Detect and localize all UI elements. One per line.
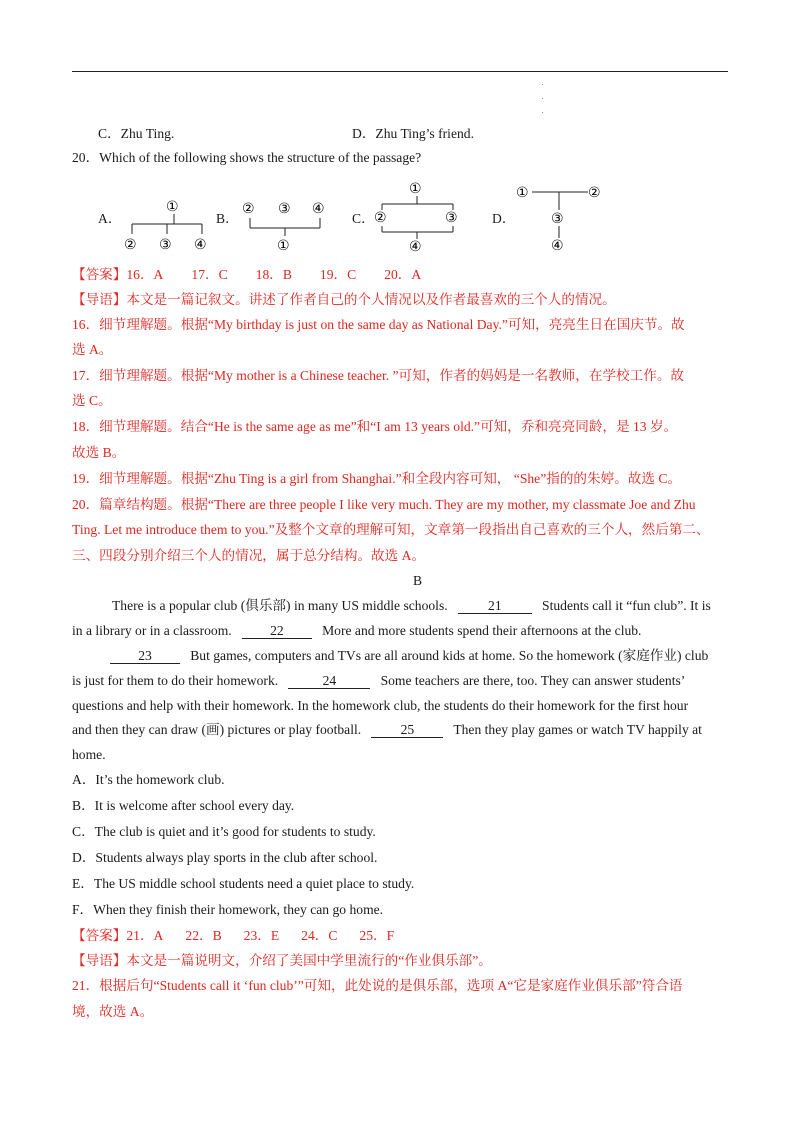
explain-16-line1: 16．细节理解题。根据“My birthday is just on the same day as National Day.”可知，亮亮生日在国庆节。故 <box>72 317 685 332</box>
structure-diagram-d <box>512 178 608 254</box>
svg-text:①: ① <box>166 199 179 215</box>
answers-21-25 <box>72 927 394 945</box>
option-b: B．It is welcome after school every day. <box>72 798 295 813</box>
answer-17: 17．C <box>191 267 228 282</box>
explain-19: 19．细节理解题。根据“Zhu Ting is a girl from Shanghai.”和全段内容可知， “She”指的的朱婷。故选 C。 <box>72 471 682 486</box>
answer-18: 18．B <box>255 267 292 282</box>
svg-text:①: ① <box>277 238 290 254</box>
passage-line-7: home. <box>72 747 106 762</box>
explain-17-line2: 选 C。 <box>72 393 112 408</box>
explain-20-line1: 20．篇章结构题。根据“There are three people I like very much. They are my mother, my classmate Joe and Zhu <box>72 497 696 512</box>
blank-22: 22 <box>242 623 312 639</box>
explain-21-line2: 境，故选 A。 <box>72 1004 154 1019</box>
svg-text:④: ④ <box>409 239 422 254</box>
q19-option-c: C．Zhu Ting. <box>98 126 175 141</box>
svg-text:④: ④ <box>551 238 564 254</box>
option-e: E．The US middle school students need a quiet place to study. <box>72 876 415 891</box>
answer-16: 16．A <box>126 267 164 282</box>
q20-question: 20．Which of the following shows the structure of the passage? <box>72 150 422 165</box>
svg-text:④: ④ <box>312 201 325 217</box>
passage-line-1: There is a popular club (俱乐部) in many US middle schools. 21 Students call it “fun club”. It is <box>112 598 711 613</box>
structure-diagram-b <box>238 196 334 254</box>
q19-option-d: D．Zhu Ting’s friend. <box>352 126 474 141</box>
svg-text:②: ② <box>124 237 137 253</box>
q20-label-c: C． <box>352 211 375 226</box>
guide-1: 【导语】本文是一篇记叙文。讲述了作者自己的个人情况以及作者最喜欢的三个人的情况。 <box>72 292 616 307</box>
blank-23: 23 <box>110 648 180 664</box>
svg-text:②: ② <box>374 210 387 226</box>
passage-line-3: 23 But games, computers and TVs are all around kids at home. So the homework (家庭作业) club <box>110 647 708 665</box>
answer-23: 23．E <box>243 928 280 943</box>
blank-25: 25 <box>371 722 443 738</box>
explain-18-line2: 故选 B。 <box>72 445 126 460</box>
svg-text:②: ② <box>242 201 255 217</box>
svg-text:①: ① <box>516 185 529 201</box>
answer-24: 24．C <box>301 928 338 943</box>
svg-text:③: ③ <box>551 211 564 227</box>
answer-21: 21．A <box>126 928 164 943</box>
option-f: F．When they finish their homework, they can go home. <box>72 902 384 917</box>
option-a: A．It’s the homework club. <box>72 772 225 787</box>
answer-22: 22．B <box>185 928 222 943</box>
answer-label: 【答案】 <box>72 267 127 282</box>
answer-19: 19．C <box>319 267 357 282</box>
answers-16-20 <box>72 266 421 284</box>
blank-24: 24 <box>288 673 370 689</box>
answer-label: 【答案】 <box>72 928 127 943</box>
svg-text:③: ③ <box>159 237 172 253</box>
q20-label-d: D． <box>492 211 516 226</box>
structure-diagram-a <box>118 196 218 254</box>
guide-2: 【导语】本文是一篇说明文，介绍了美国中学里流行的“作业俱乐部”。 <box>72 953 492 968</box>
margin-dots <box>542 84 546 124</box>
svg-text:③: ③ <box>278 201 291 217</box>
option-d: D．Students always play sports in the club after school. <box>72 850 378 865</box>
svg-text:①: ① <box>409 181 422 197</box>
svg-text:③: ③ <box>445 210 458 226</box>
passage-line-6: and then they can draw (画) pictures or play football. 25 Then they play games or watch TV happily at <box>72 722 702 737</box>
svg-text:②: ② <box>588 185 601 201</box>
q20-label-a: A． <box>98 211 122 226</box>
explain-20-line2: Ting. Let me introduce them to you.”及整个文章的理解可知，文章第一段指出自己喜欢的三个人，然后第二、 <box>72 522 710 537</box>
passage-line-2: in a library or in a classroom. 22 More and more students spend their afternoons at the club. <box>72 623 642 638</box>
svg-text:④: ④ <box>194 237 207 253</box>
explain-20-line3: 三、四段分别介绍三个人的情况，属于总分结构。故选 A。 <box>72 548 426 563</box>
answer-20: 20．A <box>384 267 422 282</box>
explain-18-line1: 18．细节理解题。结合“He is the same age as me”和“I am 13 years old.”可知，乔和亮亮同龄，是 13 岁。 <box>72 419 678 434</box>
section-heading-b: B <box>413 573 423 588</box>
q20-label-b: B． <box>216 211 239 226</box>
structure-diagram-c <box>372 178 468 254</box>
passage-line-5: questions and help with their homework. In the homework club, the students do their homework for the first hour <box>72 698 689 713</box>
explain-21-line1: 21．根据后句“Students call it ‘fun club’”可知，此处说的是俱乐部，选项 A“它是家庭作业俱乐部”符合语 <box>72 978 683 993</box>
option-c: C．The club is quiet and it’s good for students to study. <box>72 824 376 839</box>
header-rule <box>72 71 728 72</box>
passage-line-4: is just for them to do their homework. 24 Some teachers are there, too. They can answer students’ <box>72 673 686 688</box>
answer-25: 25．F <box>359 928 395 943</box>
explain-17-line1: 17．细节理解题。根据“My mother is a Chinese teacher. ”可知，作者的妈妈是一名教师，在学校工作。故 <box>72 368 685 383</box>
explain-16-line2: 选 A。 <box>72 342 113 357</box>
blank-21: 21 <box>458 598 532 614</box>
